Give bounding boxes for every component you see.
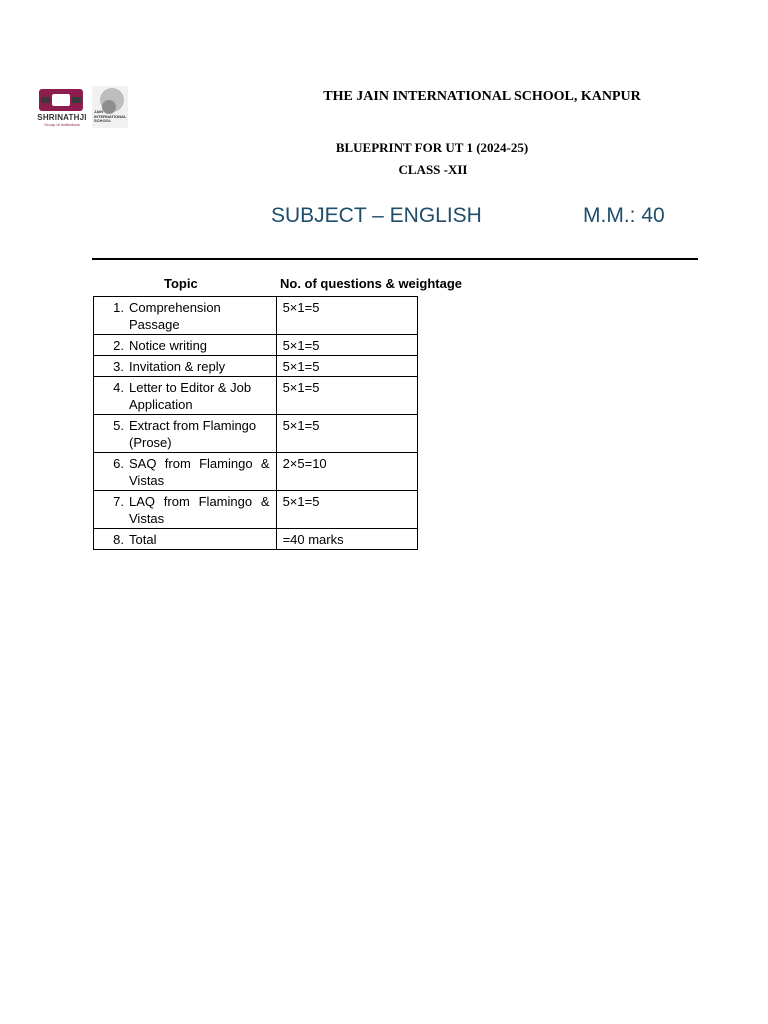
topic-text: Notice writing bbox=[129, 338, 208, 353]
logo-text: JAIN INTERNATIONAL SCHOOL bbox=[94, 109, 127, 123]
weightage-cell: 5×1=5 bbox=[276, 377, 417, 415]
table-row bbox=[94, 297, 418, 335]
topic-cell bbox=[94, 356, 277, 377]
topic-cell bbox=[94, 297, 277, 335]
topic-cell bbox=[94, 491, 277, 529]
weightage-cell: 5×1=5 bbox=[276, 335, 417, 356]
topic-text: Extract from Flamingo (Prose) bbox=[129, 418, 257, 450]
row-number: 3. bbox=[113, 359, 124, 374]
topic-text: SAQ from Flamingo & Vistas bbox=[129, 456, 270, 488]
weightage-cell: 2×5=10 bbox=[276, 453, 417, 491]
topic-cell bbox=[94, 335, 277, 356]
weightage-cell: 5×1=5 bbox=[276, 297, 417, 335]
row-number: 5. bbox=[113, 418, 124, 433]
logo-subtitle: Group of Institutions bbox=[44, 122, 80, 127]
divider bbox=[92, 258, 698, 260]
row-number: 2. bbox=[113, 338, 124, 353]
topic-cell bbox=[94, 377, 277, 415]
table-row bbox=[94, 356, 418, 377]
table-row bbox=[94, 453, 418, 491]
table-row bbox=[94, 335, 418, 356]
topic-cell bbox=[94, 415, 277, 453]
topic-text: Total bbox=[129, 532, 157, 547]
topic-cell bbox=[94, 453, 277, 491]
row-number: 4. bbox=[113, 380, 124, 395]
topic-text: Letter to Editor & Job Application bbox=[129, 380, 252, 412]
topic-text: Invitation & reply bbox=[129, 359, 226, 374]
table-row bbox=[94, 415, 418, 453]
column-header-topic: Topic bbox=[164, 276, 198, 291]
topic-text: Comprehension Passage bbox=[129, 300, 221, 332]
table-row bbox=[94, 377, 418, 415]
weightage-cell: 5×1=5 bbox=[276, 415, 417, 453]
topic-text: LAQ from Flamingo & Vistas bbox=[129, 494, 270, 526]
row-number: 1. bbox=[113, 300, 124, 315]
column-header-weightage: No. of questions & weightage bbox=[280, 276, 463, 291]
topic-cell bbox=[94, 529, 277, 550]
weightage-cell: 5×1=5 bbox=[276, 491, 417, 529]
logo-name: SHRINATHJI bbox=[37, 113, 87, 122]
row-number: 6. bbox=[113, 456, 124, 471]
weightage-cell: 5×1=5 bbox=[276, 356, 417, 377]
subject-title: SUBJECT – ENGLISH bbox=[271, 204, 482, 227]
blueprint-title: BLUEPRINT FOR UT 1 (2024-25) bbox=[335, 140, 529, 155]
max-marks: M.M.: 40 bbox=[583, 204, 665, 227]
blueprint-table bbox=[93, 296, 418, 550]
weightage-cell: =40 marks bbox=[276, 529, 417, 550]
row-number: 7. bbox=[113, 494, 124, 509]
school-name: THE JAIN INTERNATIONAL SCHOOL, KANPUR bbox=[323, 89, 641, 104]
row-number: 8. bbox=[113, 532, 124, 547]
table-row bbox=[94, 529, 418, 550]
class-line: CLASS -XII bbox=[398, 162, 468, 177]
table-row bbox=[94, 491, 418, 529]
